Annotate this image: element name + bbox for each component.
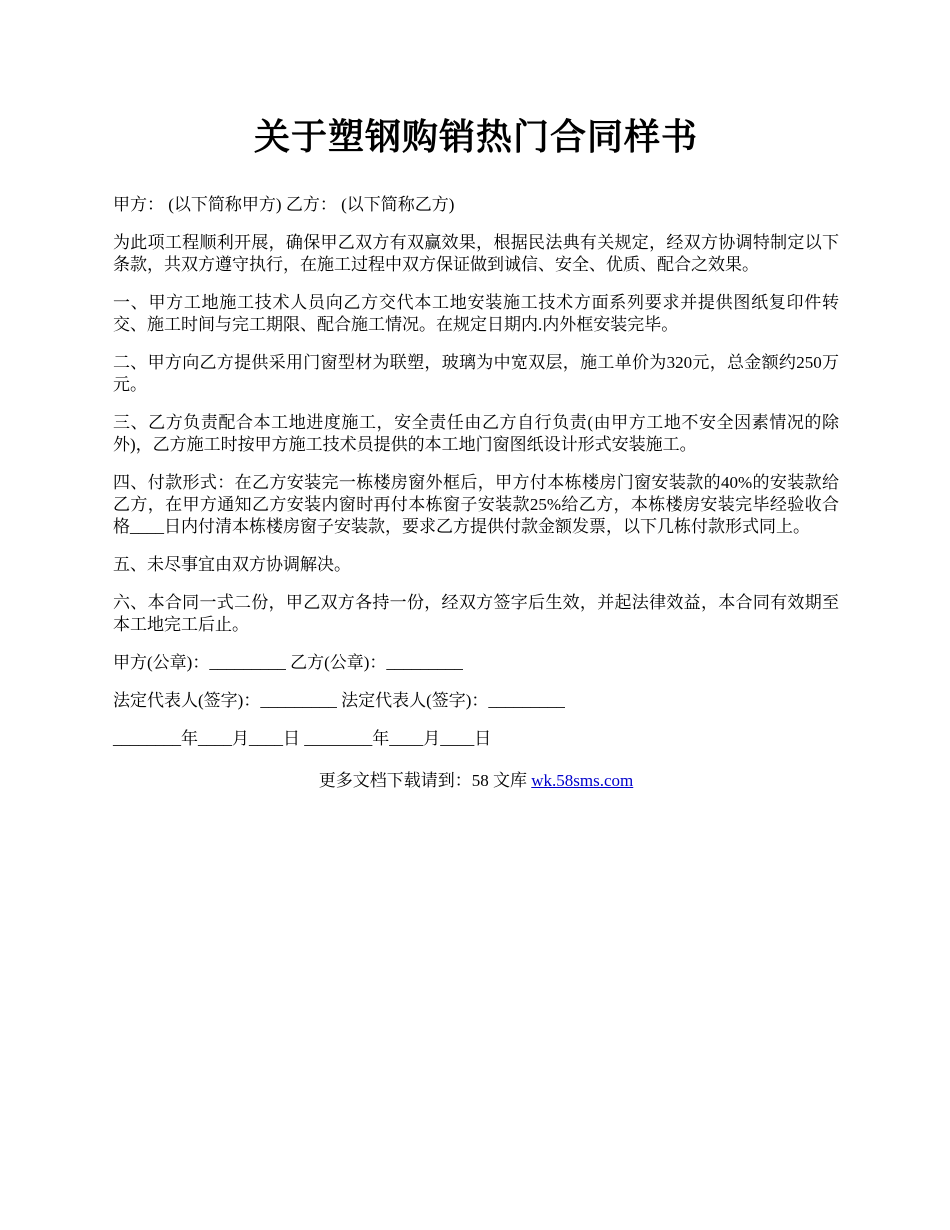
- clause-3: 三、乙方负责配合本工地进度施工，安全责任由乙方自行负责(由甲方工地不安全因素情况的除外)，乙方施工时按甲方施工技术员提供的本工地门窗图纸设计形式安装施工。: [113, 413, 839, 454]
- footer-link[interactable]: wk.58sms.com: [531, 771, 634, 790]
- clause-1: 一、甲方工地施工技术人员向乙方交代本工地安装施工技术方面系列要求并提供图纸复印件转交、施工时间与完工期限、配合施工情况。在规定日期内.内外框安装完毕。: [113, 293, 839, 334]
- clause-5: 五、未尽事宜由双方协调解决。: [113, 555, 351, 574]
- footer-note: [113, 770, 839, 792]
- seal-line: 甲方(公章)：_________ 乙方(公章)：_________: [113, 653, 463, 672]
- clause-2: 二、甲方向乙方提供采用门窗型材为联塑，玻璃为中宽双层，施工单价为320元，总金额约250万元。: [113, 353, 839, 394]
- parties-line: 甲方： (以下简称甲方) 乙方： (以下简称乙方): [113, 195, 455, 214]
- document-page: [113, 110, 839, 792]
- document-title: 关于塑钢购销热门合同样书: [253, 117, 698, 157]
- preamble-paragraph: 为此项工程顺利开展，确保甲乙双方有双赢效果，根据民法典有关规定，经双方协调特制定以下条款，共双方遵守执行，在施工过程中双方保证做到诚信、安全、优质、配合之效果。: [113, 233, 839, 274]
- clause-6: 六、本合同一式二份，甲乙双方各持一份，经双方签字后生效，并起法律效益，本合同有效期至本工地完工后止。: [113, 593, 839, 634]
- footer-text: 更多文档下载请到：58 文库: [318, 771, 532, 790]
- clause-4: 四、付款形式：在乙方安装完一栋楼房窗外框后，甲方付本栋楼房门窗安装款的40%的安装款给乙方，在甲方通知乙方安装内窗时再付本栋窗子安装款25%给乙方，本栋楼房安装完毕经验收合格____日内付清本栋楼房窗子安装款，要求乙方提供付款金额发票，以下几栋付款形式同上。: [113, 473, 839, 536]
- date-line: ________年____月____日 ________年____月____日: [113, 729, 492, 748]
- signature-line: 法定代表人(签字)：_________ 法定代表人(签字)：_________: [113, 691, 565, 710]
